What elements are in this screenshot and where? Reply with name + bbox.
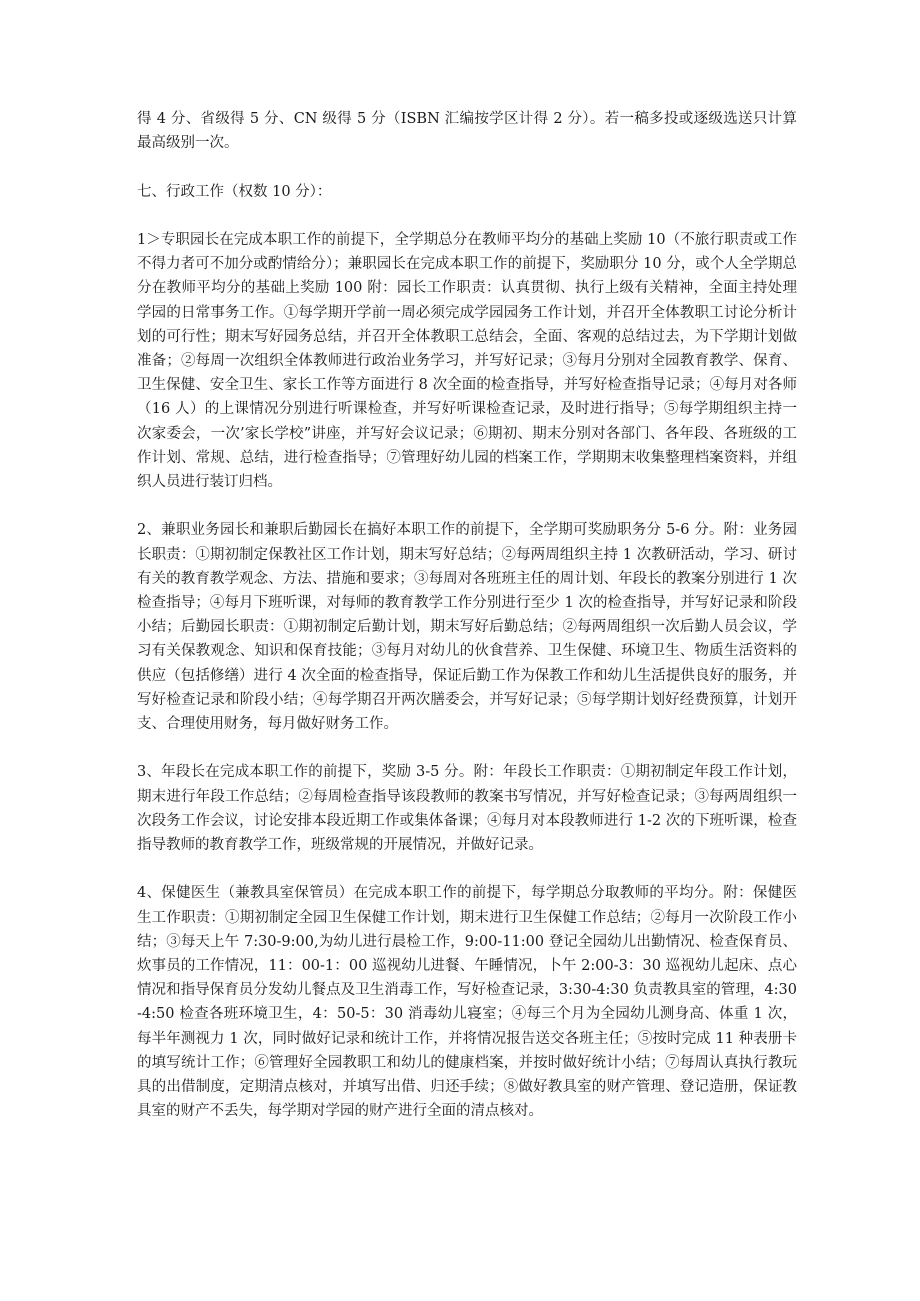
paragraph-principal-duties: 1＞专职园长在完成本职工作的前提下，全学期总分在教师平均分的基础上奖励 10（不旅行职责或工作不得力者可不加分或酌情给分）；兼职园长在完成本职工作的前提下，奖励职分 10 分，或个人全学期总分在教师平均分的基础上奖励 100 附：园长工作职责：认真贯彻、执行上级有关精神，全面主持处理学园的日常事务工作。①每学期开学前一周必须完成学园园务工作计划，并召开全体教职工讨论分析计划的可行性；期末写好园务总结，并召开全体教职工总结会，全面、客观的总结过去，为下学期计划做准备；②每周一次组织全体教师进行政治业务学习，并写好记录；③每月分别对全园教育教学、保育、卫生保健、安全卫生、家长工作等方面进行 8 次全面的检查指导，并写好检查指导记录；④每月对各师（16 人）的上课情况分别进行听课检查，并写好听课检查记录，及时进行指导；⑤每学期组织主持一次家委会，一次’家长学校”讲座，并写好会议记录；⑥期初、期末分别对各部门、各年段、各班级的工作计划、常规、总结，进行检查指导；⑦管理好幼儿园的档案工作，学期期末收集整理档案资料，并组织人员进行装订归档。 [137, 231, 797, 491]
paragraph-grade-leader-duties: 3、年段长在完成本职工作的前提下，奖励 3-5 分。附：年段长工作职责：①期初制定年段工作计划，期末进行年段工作总结；②每周检查指导该段教师的教案书写情况，并写好检查记录；③每两周组织一次段务工作会议，讨论安排本段近期工作或集体备课；④每月对本段教师进行 1-2 次的下班听课，检查指导教师的教育教学工作，班级常规的开展情况，并做好记录。 [137, 764, 797, 854]
section-heading-administration: 七、行政工作（权数 10 分）： [137, 183, 332, 200]
document-body [137, 107, 797, 1123]
paragraph-vice-principal-duties: 2、兼职业务园长和兼职后勤园长在搞好本职工作的前提下，全学期可奖励职务分 5-6 分。附：业务园长职责：①期初制定保教社区工作计划，期末写好总结；②每两周组织主持 1 次教研活动，学习、研讨有关的教育教学观念、方法、措施和要求；③每周对各班班主任的周计划、年段长的教案分别进行 1 次检查指导；④每月下班听课，对每师的教育教学工作分别进行至少 1 次的检查指导，并写好记录和阶段小结；后勤园长职责：①期初制定后勤计划，期末写好后勤总结；②每两周组织一次后勤人员会议，学习有关保教观念、知识和保育技能；③每月对幼儿的伙食营养、卫生保健、环境卫生、物质生活资料的供应（包括修缮）进行 4 次全面的检查指导，保证后勤工作为保教工作和幼儿生活提供良好的服务，并写好检查记录和阶段小结；④每学期召开两次膳委会，并写好记录；⑤每学期计划好经费预算，计划开支、合理使用财务，每月做好财务工作。 [137, 522, 797, 733]
paragraph-health-doctor-duties: 4、保健医生（兼教具室保管员）在完成本职工作的前提下，每学期总分取教师的平均分。附：保健医生工作职责：①期初制定全园卫生保健工作计划，期末进行卫生保健工作总结；②每月一次阶段工作小结；③每天上午 7:30-9:00,为幼儿进行晨检工作，9:00-11:00 登记全园幼儿出勤情况、检查保育员、炊事员的工作情况，11：00-1：00 巡视幼儿进餐、午睡情况，卜午 2:00-3：30 巡视幼儿起床、点心情况和指导保育员分发幼儿餐点及卫生消毒工作，写好检查记录，3:30-4:30 负责教具室的管理，4:30-4:50 检查各班环境卫生，4：50-5：30 消毒幼儿寝室；④每三个月为全园幼儿测身高、体重 1 次，每半年测视力 1 次，同时做好记录和统计工作，并将情况报告送交各班主任；⑤按时完成 11 种表册卡的填写统计工作；⑥管理好全园教职工和幼儿的健康档案，并按时做好统计小结；⑦每周认真执行教玩具的出借制度，定期清点核对，并填写出借、归还手续；⑧做好教具室的财产管理、登记造册，保证教具室的财产不丢失，每学期对学园的财产进行全面的清点核对。 [137, 885, 797, 1120]
paragraph-scoring-note: 得 4 分、省级得 5 分、CN 级得 5 分（ISBN 汇编按学区计得 2 分）。若一稿多投或逐级选送只计算最高级别一次。 [137, 111, 797, 152]
